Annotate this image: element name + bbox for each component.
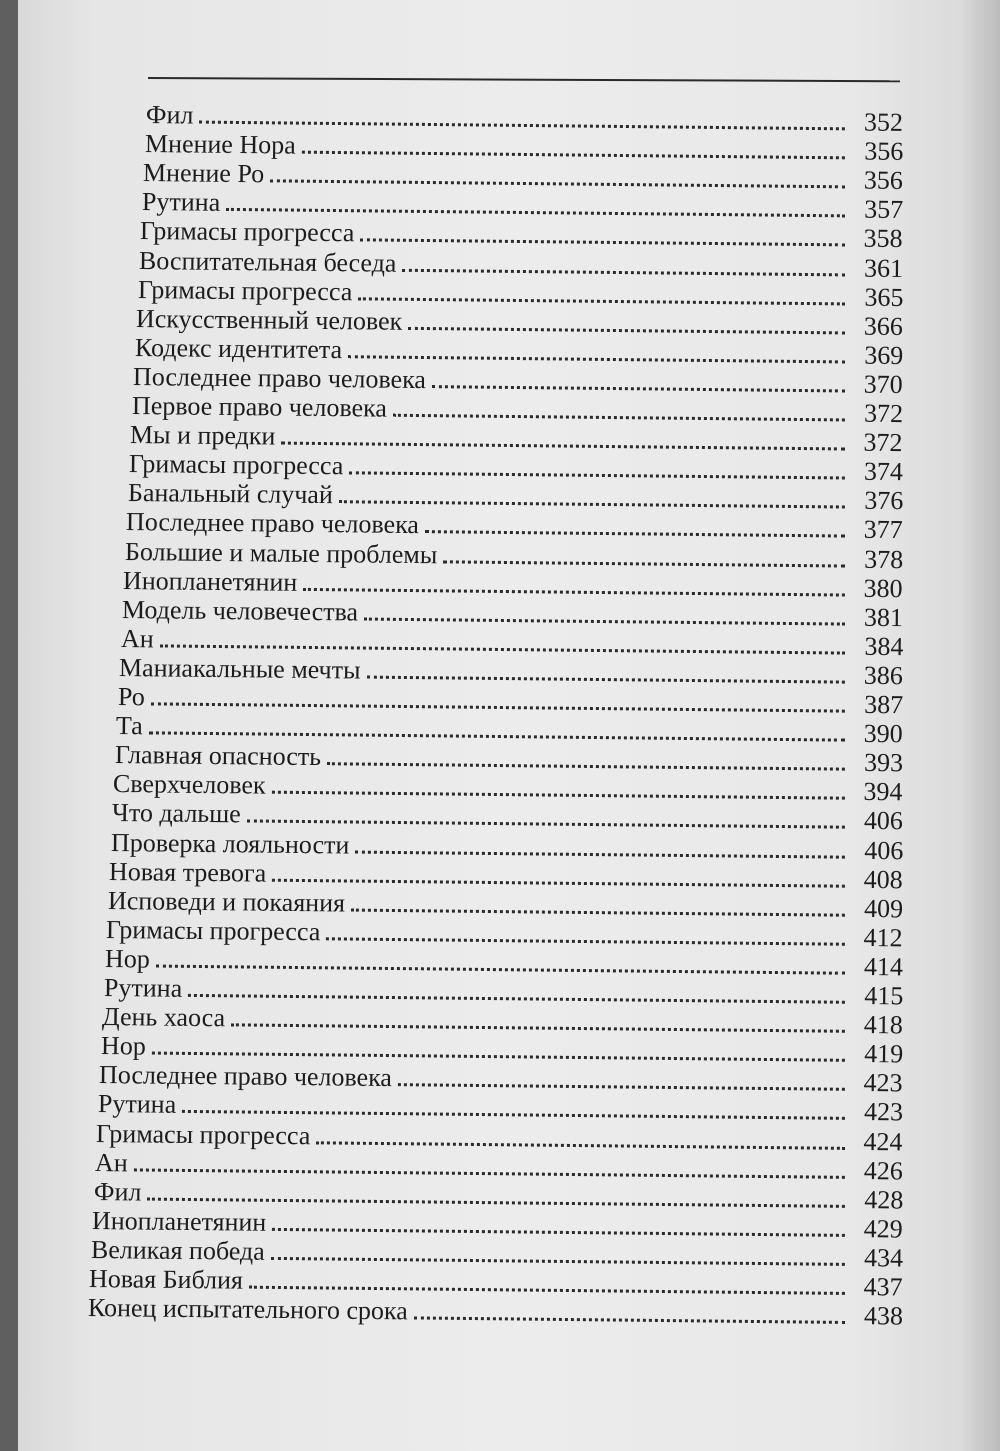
toc-entry-page-number: 414 <box>863 951 904 982</box>
toc-dot-leader <box>348 355 845 363</box>
toc-entry-page-number: 369 <box>863 340 904 370</box>
toc-dot-leader <box>402 268 845 276</box>
toc-entry-title: Гримасы прогресса <box>106 914 321 947</box>
toc-entry-page-number: 423 <box>863 1068 904 1098</box>
toc-entry-title: Нор <box>100 1031 146 1061</box>
toc-entry-title: Рутина <box>141 187 221 218</box>
book-page <box>18 0 1000 1451</box>
toc-entry-page-number: 377 <box>863 515 904 545</box>
toc-entry-page-number: 352 <box>863 107 904 137</box>
toc-entry-page-number: 438 <box>863 1301 904 1331</box>
toc-dot-leader <box>149 731 845 741</box>
table-of-contents <box>18 0 1000 1451</box>
toc-dot-leader <box>151 1052 844 1062</box>
toc-entry-title: Мы и предки <box>130 420 276 451</box>
toc-dot-leader <box>182 1110 845 1120</box>
toc-dot-leader <box>367 675 845 683</box>
toc-entry-title: Модель человечества <box>121 594 359 627</box>
toc-dot-leader <box>432 385 845 392</box>
toc-entry-title: Гримасы прогресса <box>140 216 355 248</box>
toc-dot-leader <box>150 702 844 712</box>
toc-dot-leader <box>134 1168 845 1178</box>
toc-dot-leader <box>272 878 845 887</box>
toc-entry-page-number: 393 <box>863 748 904 778</box>
toc-entry-title: Что дальше <box>111 798 242 829</box>
toc-dot-leader <box>351 908 845 916</box>
toc-entry-page-number: 409 <box>863 893 904 924</box>
toc-entry-title: Последнее право человека <box>133 361 427 394</box>
toc-entry-title: Первое право человека <box>131 391 387 423</box>
toc-entry-title: Рутина <box>97 1089 177 1120</box>
toc-entry-title: Банальный случай <box>127 478 333 510</box>
toc-dot-leader <box>361 239 845 247</box>
toc-entry-page-number: 356 <box>863 136 904 167</box>
toc-dot-leader <box>301 151 845 160</box>
toc-entry-page-number: 358 <box>863 223 904 254</box>
toc-entry-page-number: 365 <box>863 282 904 312</box>
toc-entry-title: Фил <box>145 100 194 130</box>
toc-dot-leader <box>327 762 845 770</box>
toc-entry-page-number: 384 <box>863 631 904 661</box>
toc-entry-page-number: 390 <box>863 718 904 749</box>
toc-entry-title: Сверхчеловек <box>113 769 267 800</box>
toc-entry-title: Главная опасность <box>114 740 322 772</box>
toc-entry-page-number: 372 <box>863 398 904 429</box>
toc-entry-title: Ан <box>94 1147 128 1177</box>
toc-entry-title: День хаоса <box>101 1002 226 1033</box>
toc-entry-title: Конец испытательного срока <box>87 1293 408 1326</box>
toc-dot-leader <box>349 471 845 479</box>
toc-dot-leader <box>249 1286 845 1295</box>
toc-dot-leader <box>247 820 845 829</box>
toc-dot-leader <box>355 850 845 858</box>
toc-dot-leader <box>414 1317 845 1325</box>
toc-entry-page-number: 429 <box>863 1213 904 1244</box>
toc-entry-page-number: 381 <box>863 602 904 632</box>
toc-entry-page-number: 437 <box>863 1272 904 1302</box>
toc-dot-leader <box>272 1228 844 1237</box>
toc-entry-page-number: 426 <box>863 1155 904 1186</box>
toc-dot-leader <box>159 644 845 654</box>
toc-entry-title: Та <box>116 711 144 741</box>
toc-entry-title: Мнение Ро <box>143 158 265 189</box>
toc-entry-title: Нор <box>104 943 150 974</box>
toc-dot-leader <box>231 1023 845 1032</box>
toc-dot-leader <box>156 964 845 974</box>
toc-entry-page-number: 406 <box>863 806 904 836</box>
toc-entry-title: Воспитательная беседа <box>138 245 397 278</box>
toc-entry-page-number: 356 <box>863 165 904 196</box>
toc-entry-title: Последнее право человека <box>126 507 420 540</box>
toc-entry-page-number: 386 <box>863 660 904 691</box>
toc-entry-title: Новая тревога <box>109 856 267 888</box>
toc-entry-title: Инопланетянин <box>123 565 298 597</box>
toc-entry-title: Гримасы прогресса <box>137 274 352 306</box>
toc-dot-leader <box>272 791 845 800</box>
toc-entry-title: Проверка лояльности <box>110 827 350 859</box>
toc-entry-title: Искусственный человек <box>135 303 403 336</box>
toc-dot-leader <box>364 617 845 625</box>
toc-entry-page-number: 423 <box>863 1097 904 1127</box>
toc-entry-page-number: 370 <box>863 369 904 399</box>
toc-entry-page-number: 357 <box>863 194 904 225</box>
toc-dot-leader <box>398 1083 845 1091</box>
toc-dot-leader <box>282 442 845 451</box>
toc-dot-leader <box>317 1141 845 1150</box>
toc-entry-title: Великая победа <box>90 1234 265 1266</box>
toc-entry-page-number: 372 <box>863 427 904 458</box>
toc-dot-leader <box>147 1197 845 1207</box>
toc-dot-leader <box>271 1257 845 1266</box>
toc-entry-page-number: 376 <box>863 486 904 516</box>
toc-entry-title: Гримасы прогресса <box>96 1118 311 1150</box>
toc-entry-title: Мнение Нора <box>144 129 296 160</box>
toc-dot-leader <box>338 501 845 509</box>
toc-dot-leader <box>443 560 845 567</box>
toc-entry-page-number: 418 <box>863 1010 904 1040</box>
toc-entry-page-number: 387 <box>863 689 904 720</box>
toc-entry-page-number: 434 <box>863 1242 904 1273</box>
toc-entry-title: Инопланетянин <box>92 1205 267 1237</box>
toc-entry-page-number: 366 <box>863 311 904 341</box>
toc-entry-title: Фил <box>93 1176 142 1207</box>
toc-dot-leader <box>425 531 845 538</box>
toc-entry-title: Ан <box>120 623 154 654</box>
toc-entry-page-number: 428 <box>863 1184 904 1215</box>
toc-dot-leader <box>327 937 845 945</box>
toc-entry-title: Большие и малые проблемы <box>124 536 438 569</box>
toc-dot-leader <box>304 587 845 596</box>
toc-dot-leader <box>270 180 845 189</box>
toc-dot-leader <box>188 994 845 1004</box>
toc-entry-title: Ро <box>117 682 145 712</box>
toc-entry-title: Последнее право человека <box>99 1060 393 1093</box>
toc-entry-page-number: 378 <box>863 544 904 574</box>
toc-entry-page-number: 406 <box>863 835 904 865</box>
toc-entry-page-number: 424 <box>863 1126 904 1156</box>
toc-entry-page-number: 394 <box>863 777 904 807</box>
toc-entry-page-number: 380 <box>863 573 904 603</box>
toc-entry-title: Гримасы прогресса <box>128 449 344 481</box>
toc-entry-title: Исповеди и покаяния <box>107 885 345 918</box>
toc-entry-page-number: 374 <box>863 456 904 487</box>
toc-entry-title: Рутина <box>103 973 182 1003</box>
toc-entry-page-number: 408 <box>863 864 904 894</box>
toc-entry-title: Новая Библия <box>89 1264 244 1295</box>
toc-entry-page-number: 419 <box>863 1039 904 1069</box>
toc-entry-title: Маниакальные мечты <box>118 652 361 685</box>
toc-entry-page-number: 412 <box>863 922 904 953</box>
toc-dot-leader <box>393 414 845 422</box>
toc-dot-leader <box>199 121 845 131</box>
toc-dot-leader <box>226 208 845 217</box>
toc-dot-leader <box>408 327 845 335</box>
toc-dot-leader <box>358 297 845 305</box>
toc-entry-title: Кодекс идентитета <box>134 332 342 364</box>
toc-entry-page-number: 361 <box>863 253 904 283</box>
toc-entry-page-number: 415 <box>863 980 904 1011</box>
